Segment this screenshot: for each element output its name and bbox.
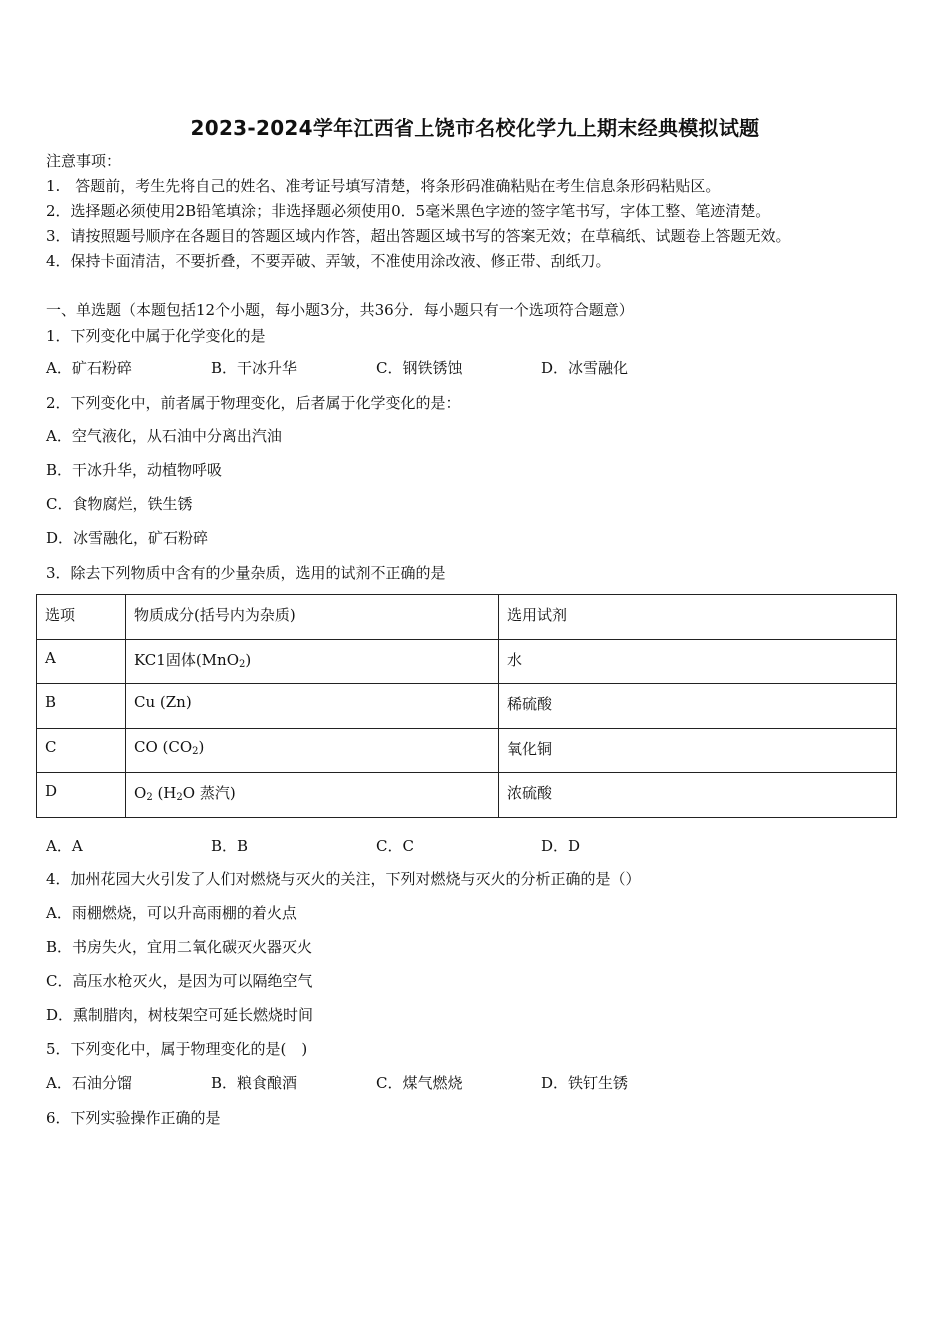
table-cell: A xyxy=(37,639,126,684)
table-cell: 浓硫酸 xyxy=(499,773,897,818)
table-row xyxy=(37,639,897,684)
table-cell: 水 xyxy=(499,639,897,684)
option: C．钢铁锈蚀 xyxy=(376,359,463,377)
option: A．矿石粉碎 xyxy=(46,359,132,377)
table-cell: KC1固体(MnO$_2$) xyxy=(126,639,499,684)
option: B．书房失火，宜用二氧化碳灭火器灭火 xyxy=(46,938,313,956)
notice-item: 3．请按照题号顺序在各题目的答题区域内作答，超出答题区域书写的答案无效；在草稿纸、试题卷上答题无效。 xyxy=(46,227,791,245)
option: D．冰雪融化，矿石粉碎 xyxy=(46,529,209,547)
page-title: 2023-2024学年江西省上饶市名校化学九上期末经典模拟试题 xyxy=(190,116,760,140)
table-row xyxy=(37,728,897,773)
table-cell: Cu (Zn) xyxy=(126,684,499,729)
table-header-row xyxy=(37,595,897,640)
option: D．冰雪融化 xyxy=(541,359,629,377)
table-cell: D xyxy=(37,773,126,818)
option: B．粮食酿酒 xyxy=(211,1074,298,1092)
option: A．空气液化，从石油中分离出汽油 xyxy=(46,427,282,445)
question-stem: 1．下列变化中属于化学变化的是 xyxy=(46,327,266,345)
option: A．雨棚燃烧，可以升高雨棚的着火点 xyxy=(46,904,297,922)
option-row xyxy=(46,1073,706,1093)
option-row xyxy=(46,836,706,856)
table-header: 物质成分(括号内为杂质) xyxy=(126,595,499,640)
option: B．干冰升华 xyxy=(211,359,298,377)
question-stem: 5．下列变化中，属于物理变化的是( ) xyxy=(46,1040,308,1058)
option: B．干冰升华，动植物呼吸 xyxy=(46,461,223,479)
table-row xyxy=(37,684,897,729)
option: B．B xyxy=(211,837,249,855)
option: C．C xyxy=(376,837,414,855)
question-stem: 3．除去下列物质中含有的少量杂质，选用的试剂不正确的是 xyxy=(46,564,446,582)
option: C．食物腐烂，铁生锈 xyxy=(46,495,193,513)
option-row xyxy=(46,358,706,378)
question-stem: 4．加州花园大火引发了人们对燃烧与灭火的关注，下列对燃烧与灭火的分析正确的是（） xyxy=(46,870,641,888)
option: C．高压水枪灭火，是因为可以隔绝空气 xyxy=(46,972,313,990)
notice-heading: 注意事项： xyxy=(46,152,122,170)
section-heading: 一、单选题（本题包括12个小题，每小题3分，共36分．每小题只有一个选项符合题意） xyxy=(46,301,634,319)
table-cell: C xyxy=(37,728,126,773)
option: D．熏制腊肉，树枝架空可延长燃烧时间 xyxy=(46,1006,314,1024)
table-cell: 氧化铜 xyxy=(499,728,897,773)
question-stem: 6．下列实验操作正确的是 xyxy=(46,1109,221,1127)
table-row xyxy=(37,773,897,818)
option: A．石油分馏 xyxy=(46,1074,132,1092)
option: D．铁钉生锈 xyxy=(541,1074,629,1092)
notice-item: 4．保持卡面清洁，不要折叠，不要弄破、弄皱，不准使用涂改液、修正带、刮纸刀。 xyxy=(46,252,611,270)
option: C．煤气燃烧 xyxy=(376,1074,463,1092)
table-cell: $O_2$ ($H_2O$ 蒸汽) xyxy=(126,773,499,818)
table-cell: 稀硫酸 xyxy=(499,684,897,729)
option: A．A xyxy=(46,837,83,855)
notice-item: 1. 答题前，考生先将自己的姓名、准考证号填写清楚，将条形码准确粘贴在考生信息条形码粘贴区。 xyxy=(46,177,721,195)
notice-item: 2．选择题必须使用2B铅笔填涂；非选择题必须使用0．5毫米黑色字迹的签字笔书写，字体工整、笔迹清楚。 xyxy=(46,202,771,220)
table-cell: CO $(CO_2)$ xyxy=(126,728,499,773)
table-header: 选用试剂 xyxy=(499,595,897,640)
table-header: 选项 xyxy=(37,595,126,640)
question-stem: 2．下列变化中，前者属于物理变化，后者属于化学变化的是： xyxy=(46,394,461,412)
table-cell: B xyxy=(37,684,126,729)
reagent-table xyxy=(36,594,897,818)
option: D．D xyxy=(541,837,581,855)
